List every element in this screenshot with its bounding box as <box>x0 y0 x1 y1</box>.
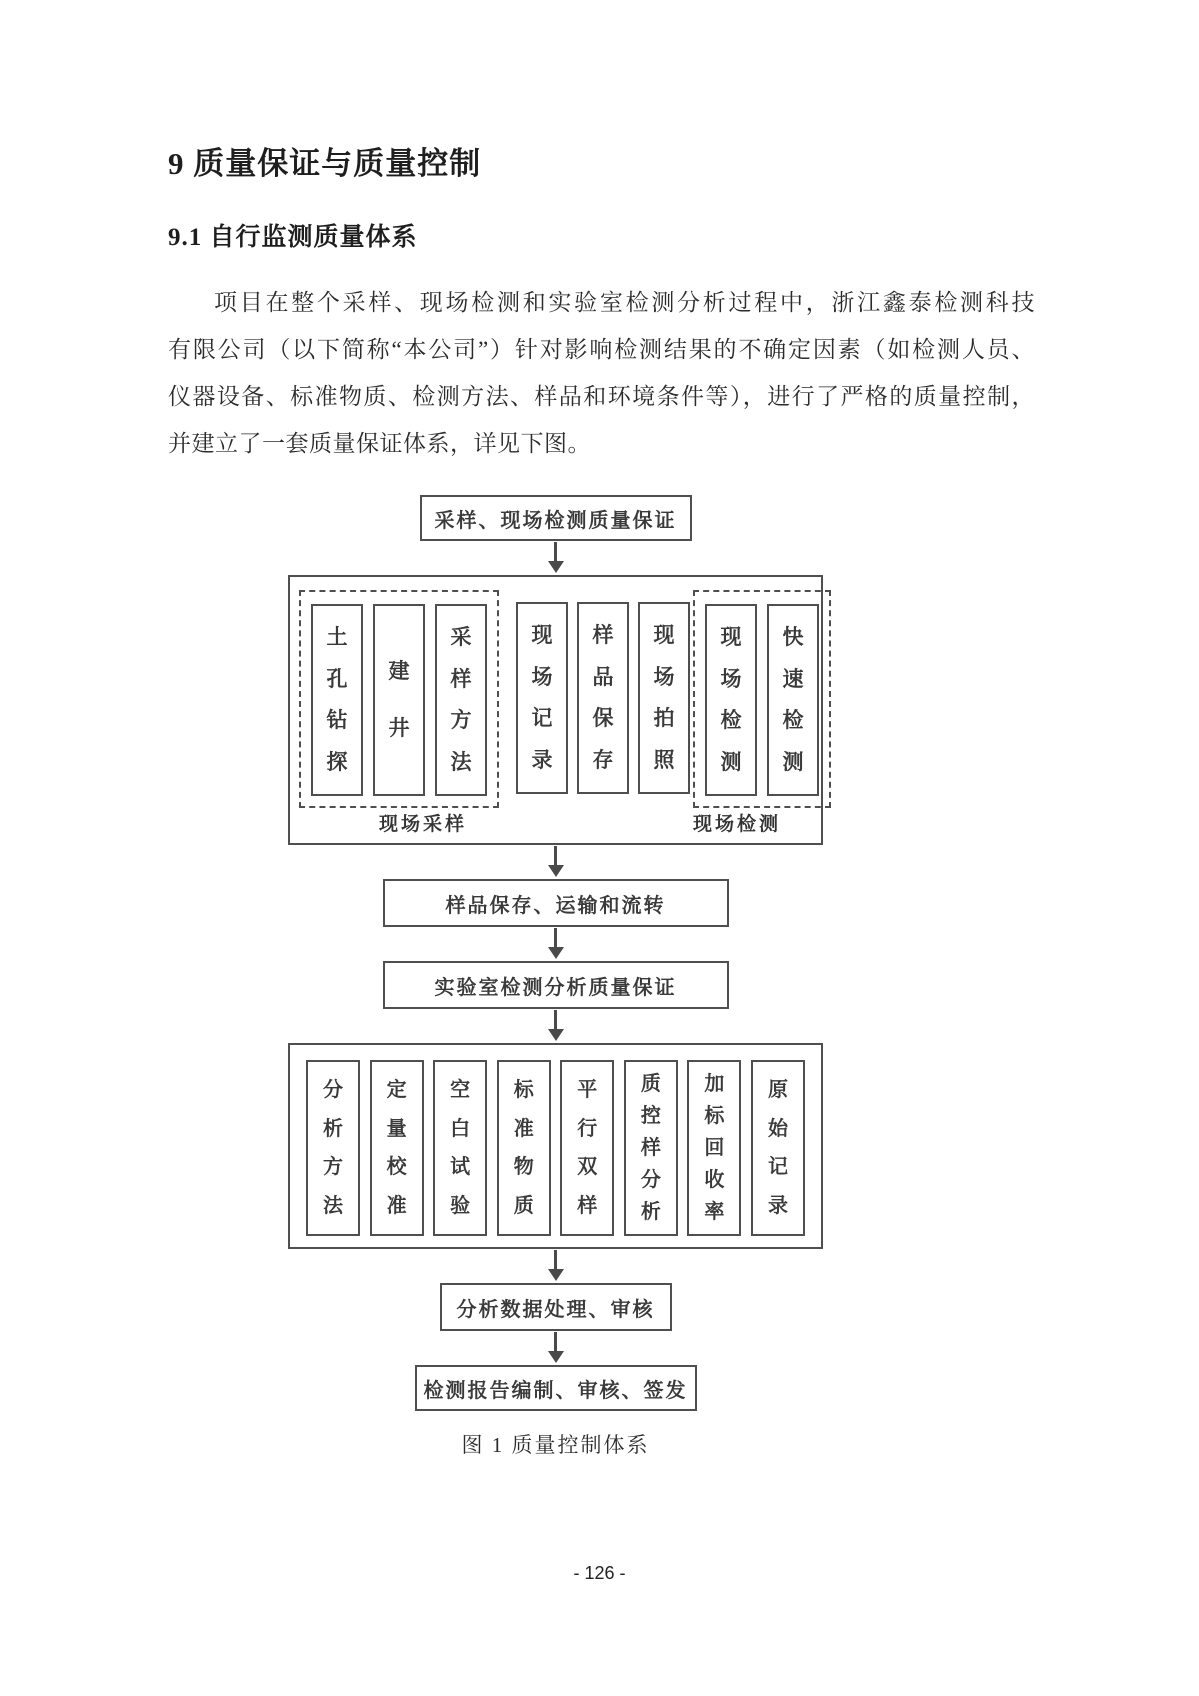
field-middle-items <box>516 590 690 808</box>
flow-lab-stage-box <box>288 1043 823 1249</box>
flow-item-rapid-detection <box>767 604 819 796</box>
field-sampling-group <box>299 590 499 808</box>
flow-item-label: 空 白 试 验 <box>450 1079 471 1217</box>
flow-item-parallel-duplicate <box>560 1060 614 1236</box>
subsection-heading: 9.1 自行监测质量体系 <box>168 224 418 251</box>
flow-arrow-down-icon <box>554 1250 557 1270</box>
flow-item-sampling-method <box>435 604 487 796</box>
flow-item-site-record <box>516 602 568 794</box>
field-sampling-group-label: 现场采样 <box>378 814 467 835</box>
flow-item-quantitative-calibration <box>370 1060 424 1236</box>
flow-item-label: 平 行 双 样 <box>577 1079 598 1217</box>
flow-item-qc-sample-analysis <box>624 1060 678 1236</box>
flow-arrow-down-icon <box>554 1010 557 1030</box>
paragraph-line: 有限公司（以下简称“本公司”）针对影响检测结果的不确定因素（如检测人员、 <box>168 337 1035 362</box>
flow-item-label: 快 速 检 测 <box>782 625 804 775</box>
field-detection-group <box>693 590 831 808</box>
flow-item-label: 采 样 方 法 <box>450 625 472 775</box>
flow-item-standard-material <box>497 1060 551 1236</box>
flow-box-sampling-field-qa: 采样、现场检测质量保证 <box>420 495 692 541</box>
flow-box-lab-qa: 实验室检测分析质量保证 <box>383 961 729 1009</box>
flow-field-stage-box <box>288 575 823 845</box>
field-stage-row <box>299 590 812 808</box>
flow-item-label: 土 孔 钻 探 <box>326 625 348 775</box>
flow-item-blank-test <box>433 1060 487 1236</box>
figure-caption: 图 1 质量控制体系 <box>461 1433 650 1457</box>
flow-item-spike-recovery <box>687 1060 741 1236</box>
flow-arrow-down-icon <box>554 928 557 948</box>
flow-item-label: 定 量 校 准 <box>386 1079 407 1217</box>
page-number: - 126 - <box>573 1563 626 1583</box>
flow-box-sample-transport: 样品保存、运输和流转 <box>383 879 729 927</box>
flow-item-well-building <box>373 604 425 796</box>
flow-item-soil-drilling <box>311 604 363 796</box>
field-detection-group-label: 现场检测 <box>692 814 781 835</box>
flow-item-label: 原 始 记 录 <box>767 1079 788 1217</box>
flow-item-label: 现 场 记 录 <box>531 623 553 773</box>
flow-item-label: 标 准 物 质 <box>513 1079 534 1217</box>
paragraph-line: 并建立了一套质量保证体系，详见下图。 <box>168 431 591 456</box>
flow-arrow-down-icon <box>554 542 557 562</box>
flow-item-label: 现 场 拍 照 <box>653 623 675 773</box>
flow-box-data-processing: 分析数据处理、审核 <box>440 1283 672 1331</box>
quality-control-flowchart <box>288 495 823 1459</box>
flow-item-label: 加 标 回 收 率 <box>704 1073 725 1223</box>
flow-item-analysis-method <box>306 1060 360 1236</box>
section-heading: 9 质量保证与质量控制 <box>168 146 482 181</box>
paragraph-line: 项目在整个采样、现场检测和实验室检测分析过程中，浙江鑫泰检测科技 <box>214 290 1035 315</box>
flow-box-report-issue: 检测报告编制、审核、签发 <box>415 1365 697 1411</box>
flow-arrow-down-icon <box>554 1332 557 1352</box>
flow-item-label: 建 井 <box>388 659 410 741</box>
flow-item-label: 样 品 保 存 <box>592 623 614 773</box>
flow-item-site-detection <box>705 604 757 796</box>
flow-item-label: 分 析 方 法 <box>323 1079 343 1217</box>
flow-item-sample-storage <box>577 602 629 794</box>
flow-item-site-photo <box>638 602 690 794</box>
flow-item-label: 现 场 检 测 <box>720 625 742 775</box>
flow-item-label: 质 控 样 分 析 <box>640 1073 661 1223</box>
body-paragraph <box>168 279 1035 467</box>
flow-item-original-record <box>751 1060 805 1236</box>
paragraph-line: 仪器设备、标准物质、检测方法、样品和环境条件等），进行了严格的质量控制， <box>168 384 1035 409</box>
flow-arrow-down-icon <box>554 846 557 866</box>
